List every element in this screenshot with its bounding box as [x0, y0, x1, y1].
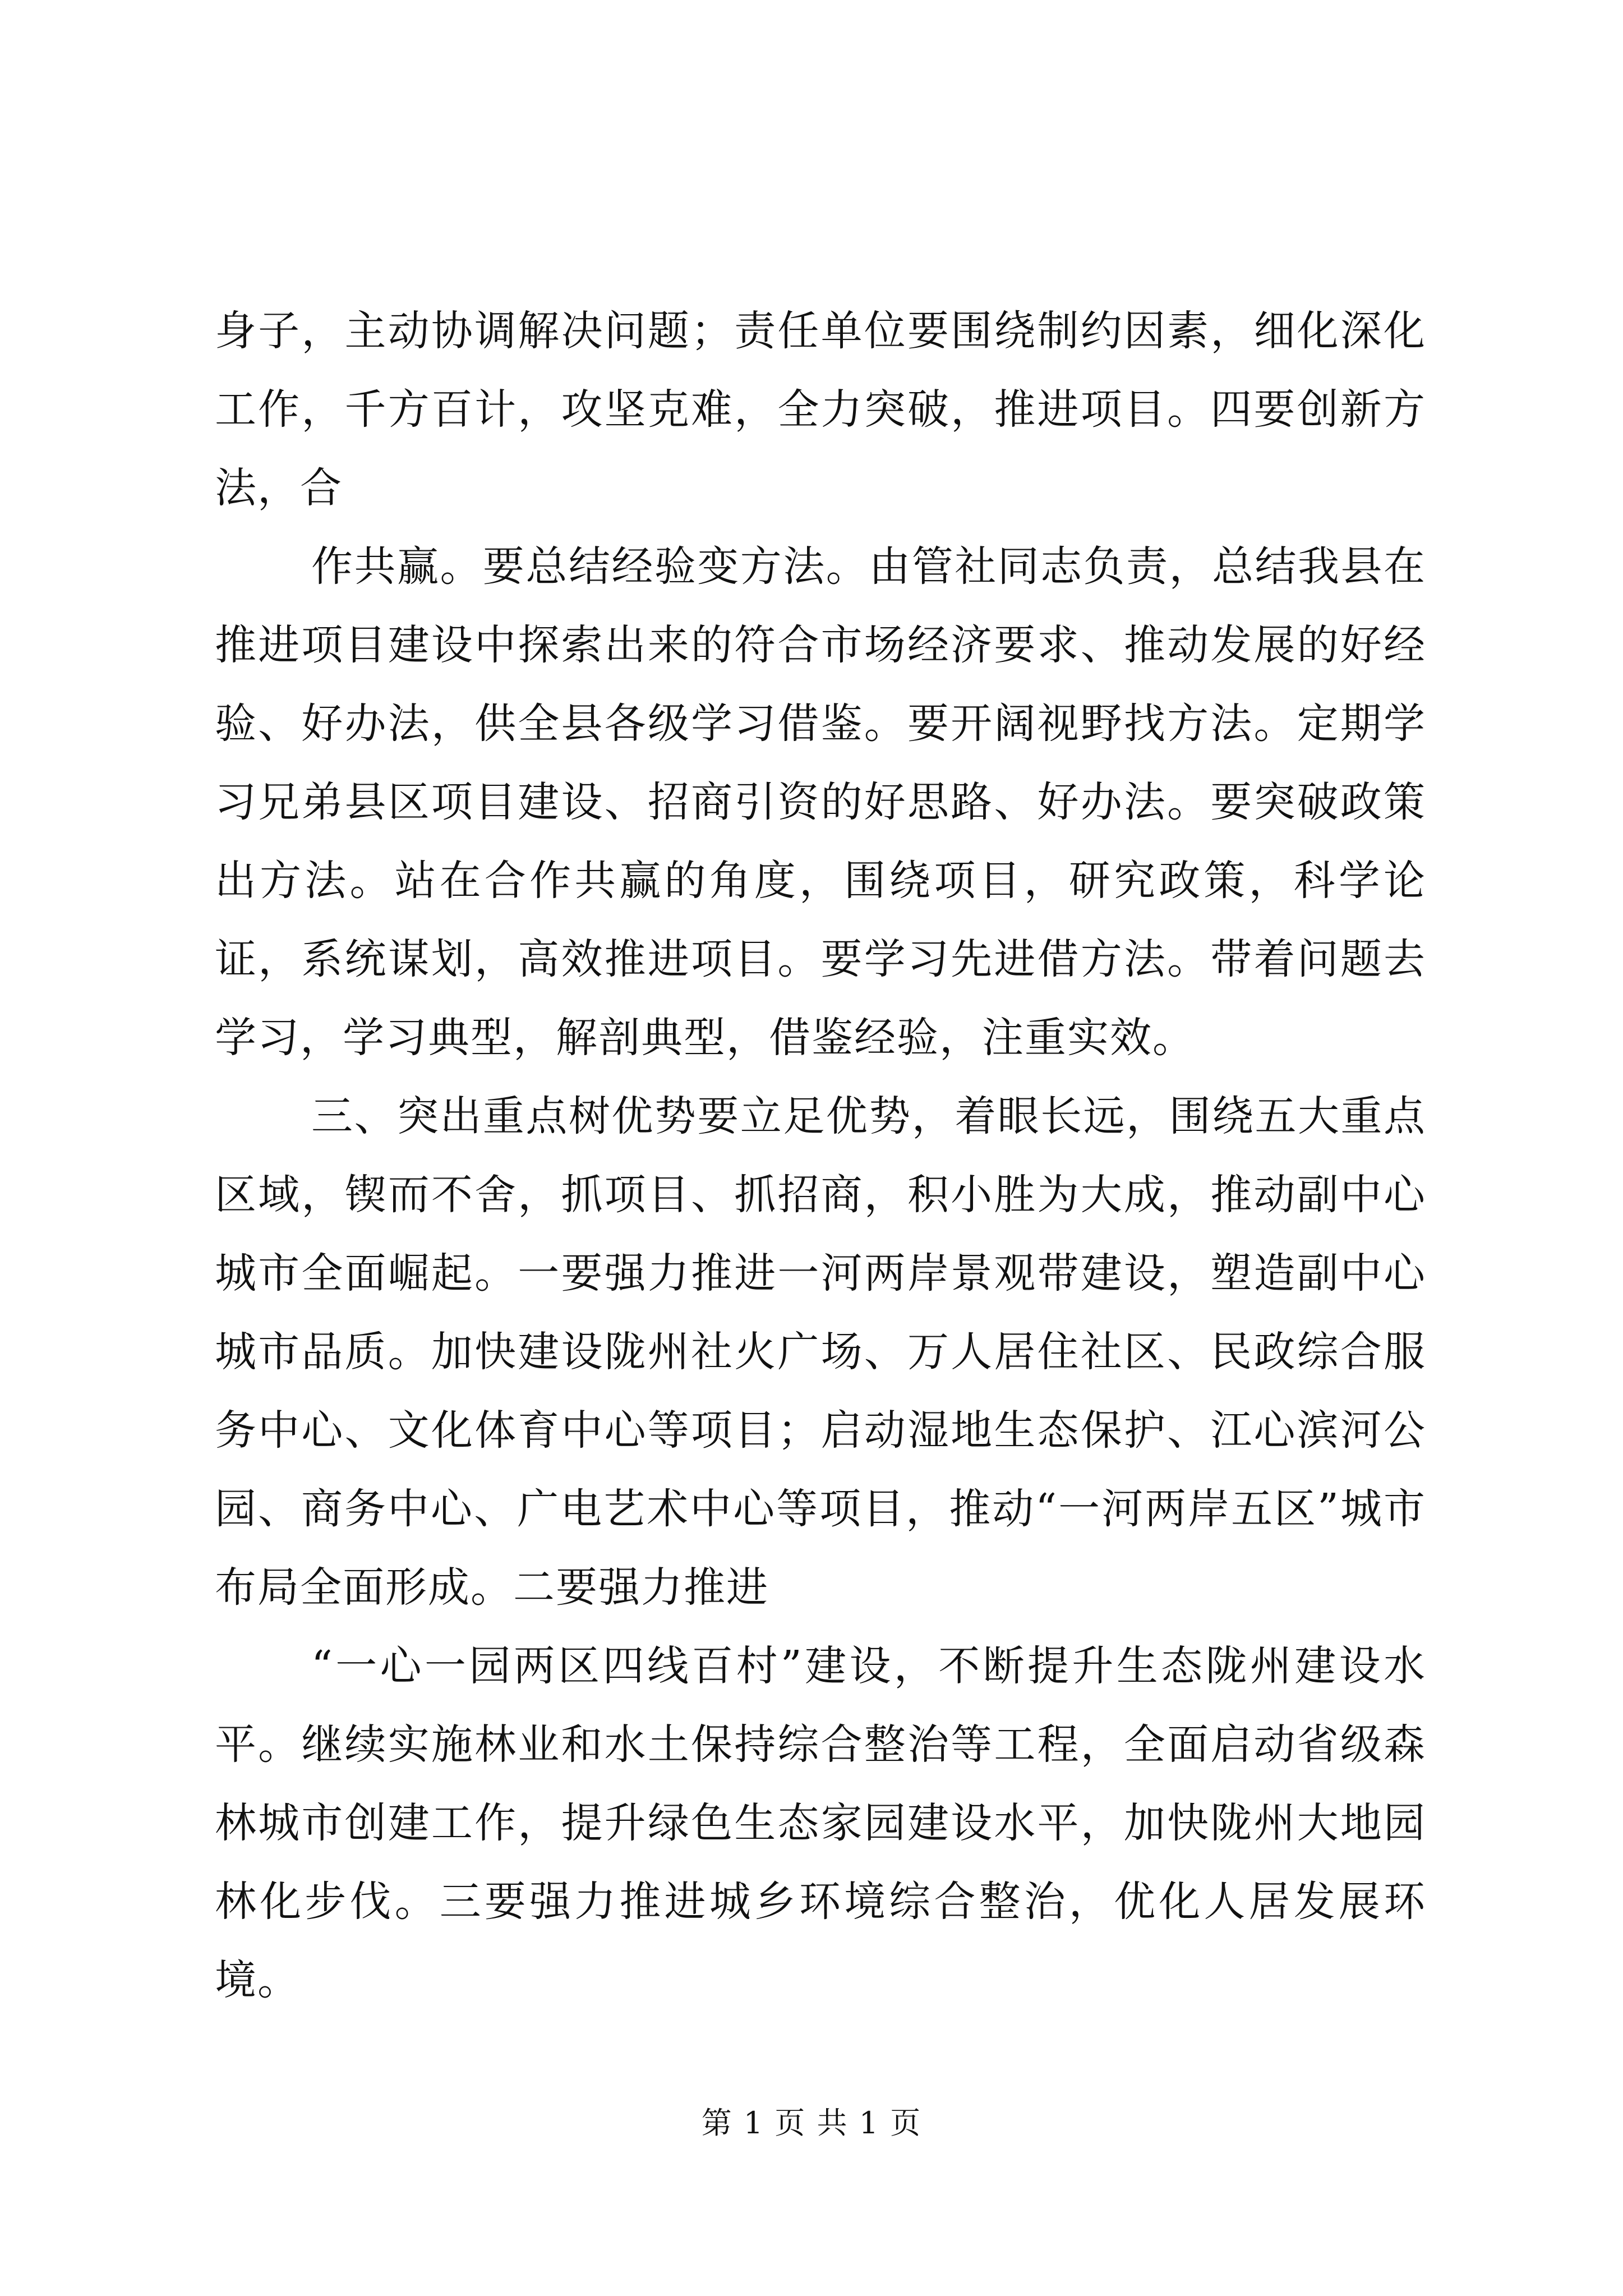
paragraph-4: “一心一园两区四线百村”建设，不断提升生态陇州建设水平。继续实施林业和水土保持综合整治等工程，全面启动省级森林城市创建工作，提升绿色生态家园建设水平，加快陇州大地园林化步伐。三要强力推进城乡环境综合整治，优化人居发展环境。 [215, 1642, 1426, 2004]
paragraph-1: 身子，主动协调解决问题；责任单位要围绕制约因素，细化深化工作，千方百计，攻坚克难，全力突破，推进项目。四要创新方法，合 [215, 307, 1426, 512]
page-footer: 第 1 页 共 1 页 [701, 2105, 922, 2141]
paragraph-2: 作共赢。要总结经验变方法。由管社同志负责，总结我县在推进项目建设中探索出来的符合市场经济要求、推动发展的好经验、好办法，供全县各级学习借鉴。要开阔视野找方法。定期学习兄弟县区项目建设、招商引资的好思路、好办法。要突破政策出方法。站在合作共赢的角度，围绕项目，研究政策，科学论证，系统谋划，高效推进项目。要学习先进借方法。带着问题去学习，学习典型，解剖典型，借鉴经验，注重实效。 [215, 542, 1426, 1062]
paragraph-3: 三、突出重点树优势要立足优势，着眼长远，围绕五大重点区域，锲而不舍，抓项目、抓招商，积小胜为大成，推动副中心城市全面崛起。一要强力推进一河两岸景观带建设，塑造副中心城市品质。加快建设陇州社火广场、万人居住社区、民政综合服务中心、文化体育中心等项目；启动湿地生态保护、江心滨河公园、商务中心、广电艺术中心等项目，推动“一河两岸五区”城市布局全面形成。二要强力推进 [215, 1092, 1426, 1612]
document-body [215, 292, 1426, 2019]
